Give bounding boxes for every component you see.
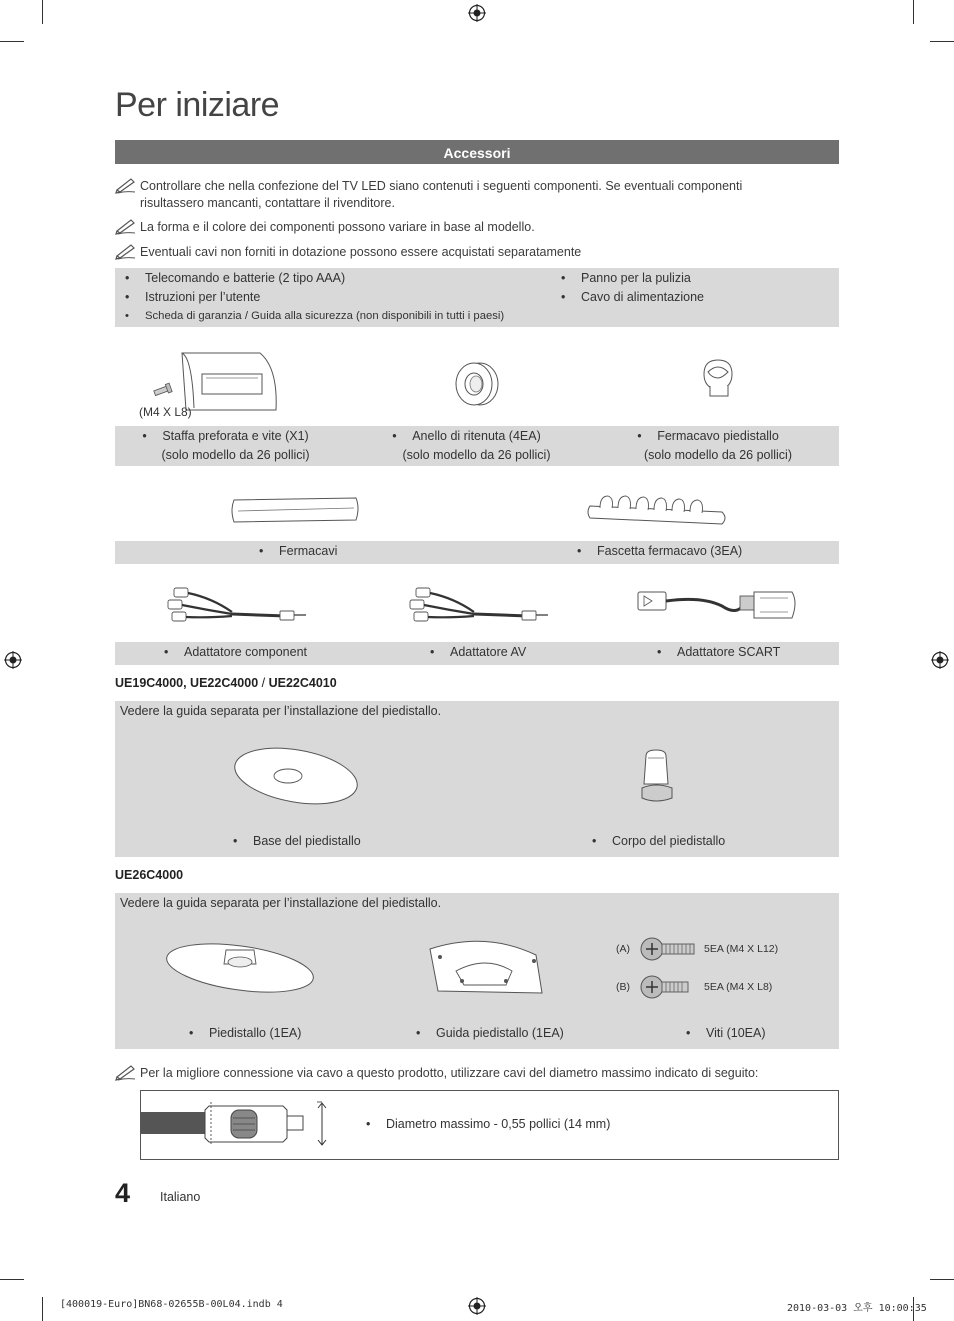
accessory-label: • Adattatore AV (450, 645, 526, 659)
note-line: risultassero mancanti, contattare il rivenditore. (140, 196, 395, 210)
note-line: Per la migliore connessione via cavo a questo prodotto, utilizzare cavi del diametro massimo indicato di seguito: (140, 1066, 759, 1080)
screw-size-label: (M4 X L8) (139, 405, 192, 419)
model-list: UE22C4010 (268, 676, 337, 690)
crop-mark (0, 41, 24, 42)
stand-instruction: Vedere la guida separata per l’installazione del piedistallo. (120, 896, 442, 910)
scart-adapter-illustration (632, 582, 802, 630)
stand-part-label: • Corpo del piedistallo (612, 834, 725, 848)
list-item: • Istruzioni per l’utente (145, 290, 260, 304)
cable-plug-illustration (141, 1100, 331, 1148)
accessory-caption: • Staffa preforata e vite (X1) (solo modello da 26 pollici) (142, 429, 310, 462)
stand-part-label: • Guida piedistallo (1EA) (436, 1026, 564, 1040)
note-cables (115, 244, 839, 262)
model-separator: / (258, 676, 269, 690)
crop-mark (42, 1297, 43, 1321)
stand-pedestal-illustration (164, 938, 316, 996)
crop-mark (42, 0, 43, 24)
accessory-label: • Fermacavi (279, 544, 337, 558)
stand-cable-holder-illustration (694, 356, 744, 406)
note-line: La forma e il colore dei componenti possono variare in base al modello. (140, 220, 535, 234)
screw-spec-b: 5EA (M4 X L8) (704, 981, 773, 993)
section-header-accessori: Accessori (115, 140, 839, 164)
note-cable-diameter (115, 1065, 839, 1083)
accessory-name: Anello di ritenuta (4EA) (412, 429, 541, 443)
screw-spec-a: 5EA (M4 X L12) (704, 943, 779, 955)
cable-spec-label: • Diametro massimo - 0,55 pollici (14 mm) (386, 1117, 610, 1131)
accessory-label: • Adattatore component (184, 645, 307, 659)
page-number: 4 (115, 1178, 131, 1208)
model-heading-a (115, 676, 337, 690)
list-item: • Panno per la pulizia (581, 271, 691, 285)
pencil-note-icon (115, 242, 137, 260)
screw-a-icon (640, 936, 696, 962)
pencil-note-icon (115, 217, 137, 235)
note-shape-color (115, 219, 839, 237)
crop-mark (0, 1279, 24, 1280)
stand-guide-illustration (426, 935, 548, 1001)
accessory-name: Staffa preforata e vite (X1) (162, 429, 309, 443)
accessory-name: Fermacavo piedistallo (657, 429, 779, 443)
pencil-note-icon (115, 176, 137, 194)
accessory-label: • Adattatore SCART (677, 645, 780, 659)
accessory-note: (solo modello da 26 pollici) (644, 448, 792, 462)
list-item: • Scheda di garanzia / Guida alla sicurezza (non disponibili in tutti i paesi) (145, 310, 504, 322)
accessory-caption: • Fermacavo piedistallo (solo modello da 26 pollici) (637, 429, 792, 462)
screw-tag-a: (A) (616, 943, 630, 955)
registration-mark-icon (468, 1297, 486, 1315)
list-item: • Cavo di alimentazione (581, 290, 704, 304)
crop-mark (930, 41, 954, 42)
note-line: Controllare che nella confezione del TV LED siano contenuti i seguenti componenti. Se eventuali componenti (140, 179, 743, 193)
cable-tie-illustration (230, 496, 362, 524)
footer-timestamp: 2010-03-03 오후 10:00:35 (787, 1303, 927, 1314)
registration-mark-icon (4, 651, 22, 669)
stand-part-label: • Viti (10EA) (706, 1026, 766, 1040)
crop-mark (913, 0, 914, 24)
retaining-ring-illustration (452, 360, 502, 410)
stand-instruction: Vedere la guida separata per l’installazione del piedistallo. (120, 704, 442, 718)
stand-body-illustration (638, 748, 676, 804)
accessory-caption: • Anello di ritenuta (4EA) (solo modello da 26 pollici) (392, 429, 551, 462)
stand-box-a (115, 701, 839, 857)
page-language: Italiano (160, 1190, 201, 1204)
model-heading-b: UE26C4000 (115, 868, 184, 882)
footer-file-info: [400019-Euro]BN68-02655B-00L04.indb 4 (60, 1299, 283, 1310)
accessory-note: (solo modello da 26 pollici) (402, 448, 551, 462)
stand-base-illustration (232, 742, 360, 808)
av-adapter-illustration (404, 584, 552, 630)
component-adapter-illustration (162, 584, 310, 630)
cable-clamp-strip-illustration (586, 492, 730, 526)
accessory-label: • Fascetta fermacavo (3EA) (597, 544, 742, 558)
page-title: Per iniziare (115, 86, 280, 124)
crop-mark (930, 1279, 954, 1280)
note-check-contents (115, 178, 839, 212)
stand-part-label: • Base del piedistallo (253, 834, 361, 848)
stand-part-label: • Piedistallo (1EA) (209, 1026, 301, 1040)
pencil-note-icon (115, 1063, 137, 1081)
registration-mark-icon (931, 651, 949, 669)
model-list: UE19C4000, UE22C4000 (115, 676, 259, 690)
registration-mark-icon (468, 4, 486, 22)
screw-tag-b: (B) (616, 981, 630, 993)
list-item: • Telecomando e batterie (2 tipo AAA) (145, 271, 345, 285)
note-line: Eventuali cavi non forniti in dotazione possono essere acquistati separatamente (140, 245, 582, 259)
accessory-note: (solo modello da 26 pollici) (161, 448, 310, 462)
screw-b-icon (640, 974, 692, 1000)
